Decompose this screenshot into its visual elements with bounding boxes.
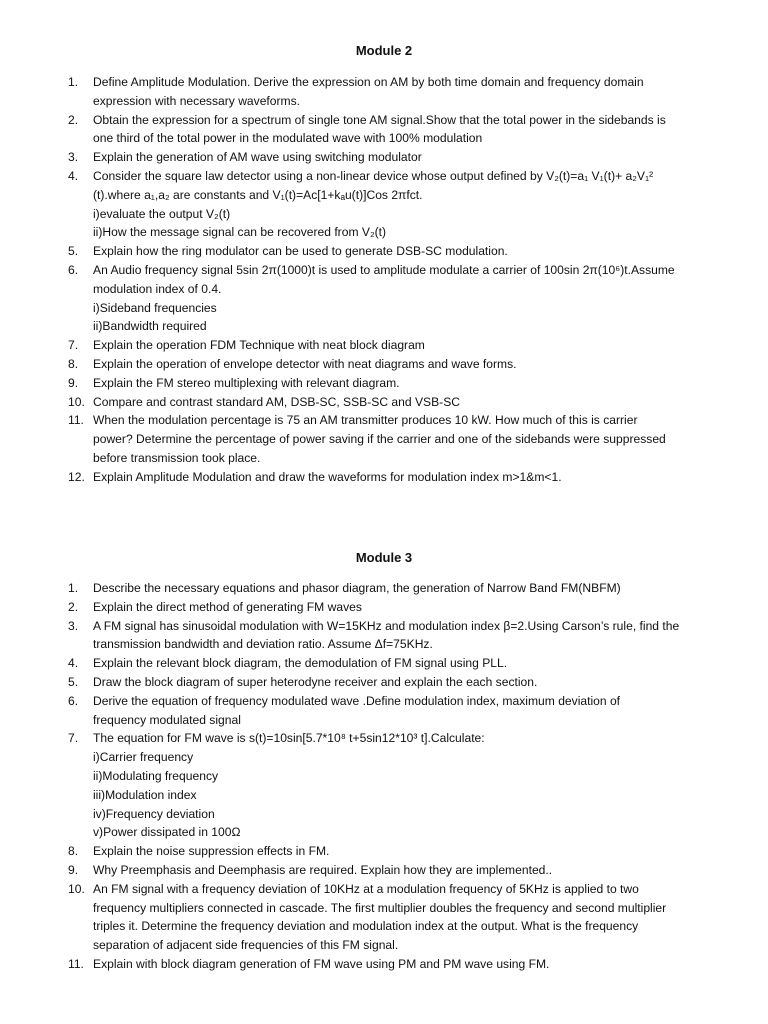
question-number-label: 8. xyxy=(68,844,79,859)
question-text: A FM signal has sinusoidal modulation with W=15KHz and modulation index β=2.Using Carson’s rule, find the transmission bandwidth and deviation ratio. Assume Δf=75KHz. xyxy=(93,618,680,652)
question-item xyxy=(62,355,724,374)
question-item xyxy=(62,692,724,730)
question-number-label: 1. xyxy=(68,581,79,595)
question-item xyxy=(62,242,724,261)
question-item xyxy=(62,468,724,487)
module-2-question-list xyxy=(62,73,724,487)
question-number xyxy=(62,617,93,655)
question-text: Draw the block diagram of super heterodyne receiver and explain the each section. xyxy=(93,674,538,689)
question-item xyxy=(62,673,724,692)
question-text: Why Preemphasis and Deemphasis are required. Explain how they are implemented.. xyxy=(93,862,553,877)
question-item xyxy=(62,617,724,655)
question-number xyxy=(62,393,93,412)
question-text: Explain with block diagram generation of FM wave using PM and PM wave using FM. xyxy=(93,956,550,971)
question-number-label: 8. xyxy=(68,356,79,371)
question-number-label: 6. xyxy=(68,693,79,708)
question-number-label: 6. xyxy=(68,262,79,277)
question-number-label: 9. xyxy=(68,375,79,390)
question-text: An FM signal with a frequency deviation of 10KHz at a modulation frequency of 5KHz is applied to two frequency multipliers connected in cascade. The first multiplier doubles the frequency and second multiplier triples it. Determine the frequency deviation and modulation index at the output. What is the frequency separation of adjacent side frequencies of this FM signal. xyxy=(93,881,667,953)
question-text: Derive the equation of frequency modulated wave .Define modulation index, maximum deviation of frequency modulated signal xyxy=(93,693,621,727)
question-number-label: 4. xyxy=(68,168,79,183)
question-text: Explain the direct method of generating FM waves xyxy=(93,599,362,614)
question-text: Explain the operation of envelope detector with neat diagrams and wave forms. xyxy=(93,356,517,371)
question-number-label: 2. xyxy=(68,112,79,127)
module-3-question-list xyxy=(62,579,724,974)
question-number-label: 3. xyxy=(68,618,79,633)
question-number xyxy=(62,468,93,487)
question-text: The equation for FM wave is s(t)=10sin[5.7*10⁸ t+5sin12*10³ t].Calculate: i)Carrier frequency ii)Modulating frequency iii)Modulation index iv)Frequency deviation v)Power dissipated in 100Ω xyxy=(93,731,485,840)
question-number xyxy=(62,148,93,167)
question-number xyxy=(62,955,93,974)
question-number xyxy=(62,374,93,393)
question-number-label: 12. xyxy=(68,469,85,484)
question-item xyxy=(62,654,724,673)
question-number xyxy=(62,598,93,617)
question-item xyxy=(62,111,724,149)
question-item xyxy=(62,880,724,955)
module-2-heading: Module 2 xyxy=(355,43,413,58)
question-number xyxy=(62,673,93,692)
question-text: Explain the FM stereo multiplexing with relevant diagram. xyxy=(93,375,400,390)
question-number-label: 5. xyxy=(68,244,79,259)
question-item xyxy=(62,842,724,861)
question-text: Explain how the ring modulator can be used to generate DSB-SC modulation. xyxy=(93,244,508,259)
module-3-heading: Module 3 xyxy=(355,550,413,565)
question-number xyxy=(62,654,93,673)
question-item xyxy=(62,167,724,242)
question-item xyxy=(62,374,724,393)
question-number xyxy=(62,579,93,598)
question-number xyxy=(62,111,93,149)
question-item xyxy=(62,411,724,467)
question-number-label: 7. xyxy=(68,338,79,353)
question-number-label: 9. xyxy=(68,862,79,877)
question-text: Explain the generation of AM wave using switching modulator xyxy=(93,150,422,165)
question-text: Define Amplitude Modulation. Derive the expression on AM by both time domain and frequency domain expression with necessary waveforms. xyxy=(93,75,644,108)
question-text: When the modulation percentage is 75 an AM transmitter produces 10 kW. How much of this is carrier power? Determine the percentage of power saving if the carrier and one of the sidebands were suppressed before transmission took place. xyxy=(93,413,666,465)
question-number xyxy=(62,242,93,261)
question-number-label: 3. xyxy=(68,150,79,165)
question-number-label: 1. xyxy=(68,75,79,89)
question-item xyxy=(62,861,724,880)
question-text: Consider the square law detector using a non-linear device whose output defined by V₂(t)=a₁ V₁(t)+ a₂V₁² (t).where a₁,a₂ are constants and V₁(t)=Ac[1+kₐu(t)]Cos 2πfct. i)evaluate the output V₂(t) ii)How the message signal can be recovered from V₂(t) xyxy=(93,168,654,240)
question-number-label: 11. xyxy=(68,413,84,428)
question-number-label: 5. xyxy=(68,674,79,689)
question-number-label: 7. xyxy=(68,731,79,746)
question-number xyxy=(62,167,93,242)
question-item xyxy=(62,261,724,336)
question-text: Compare and contrast standard AM, DSB-SC, SSB-SC and VSB-SC xyxy=(93,394,460,409)
question-text: Describe the necessary equations and phasor diagram, the generation of Narrow Band FM(NBFM) xyxy=(93,581,621,595)
question-text: Explain the noise suppression effects in FM. xyxy=(93,844,330,859)
question-text: Obtain the expression for a spectrum of single tone AM signal.Show that the total power in the sidebands is one third of the total power in the modulated wave with 100% modulation xyxy=(93,112,666,146)
question-text: An Audio frequency signal 5sin 2π(1000)t is used to amplitude modulate a carrier of 100sin 2π(10⁶)t.Assume modulation index of 0.4. i)Sideband frequencies ii)Bandwidth required xyxy=(93,262,675,334)
question-item xyxy=(62,598,724,617)
question-number xyxy=(62,842,93,861)
question-item xyxy=(62,955,724,974)
question-item xyxy=(62,336,724,355)
question-number xyxy=(62,880,93,955)
question-number xyxy=(62,261,93,336)
question-item xyxy=(62,729,724,842)
question-item xyxy=(62,393,724,412)
question-number-label: 4. xyxy=(68,656,79,671)
question-item xyxy=(62,148,724,167)
question-number xyxy=(62,692,93,730)
question-number xyxy=(62,355,93,374)
question-number xyxy=(62,73,93,111)
question-number-label: 10. xyxy=(68,394,85,409)
question-number xyxy=(62,411,93,467)
question-number xyxy=(62,861,93,880)
question-item xyxy=(62,73,724,111)
question-text: Explain Amplitude Modulation and draw the waveforms for modulation index m>1&m<1. xyxy=(93,469,562,484)
question-text: Explain the operation FDM Technique with neat block diagram xyxy=(93,338,425,353)
question-text: Explain the relevant block diagram, the demodulation of FM signal using PLL. xyxy=(93,656,508,671)
question-number-label: 10. xyxy=(68,881,85,896)
question-number-label: 2. xyxy=(68,599,79,614)
question-number xyxy=(62,336,93,355)
question-number xyxy=(62,729,93,842)
question-item xyxy=(62,579,724,598)
question-number-label: 11. xyxy=(68,956,84,971)
